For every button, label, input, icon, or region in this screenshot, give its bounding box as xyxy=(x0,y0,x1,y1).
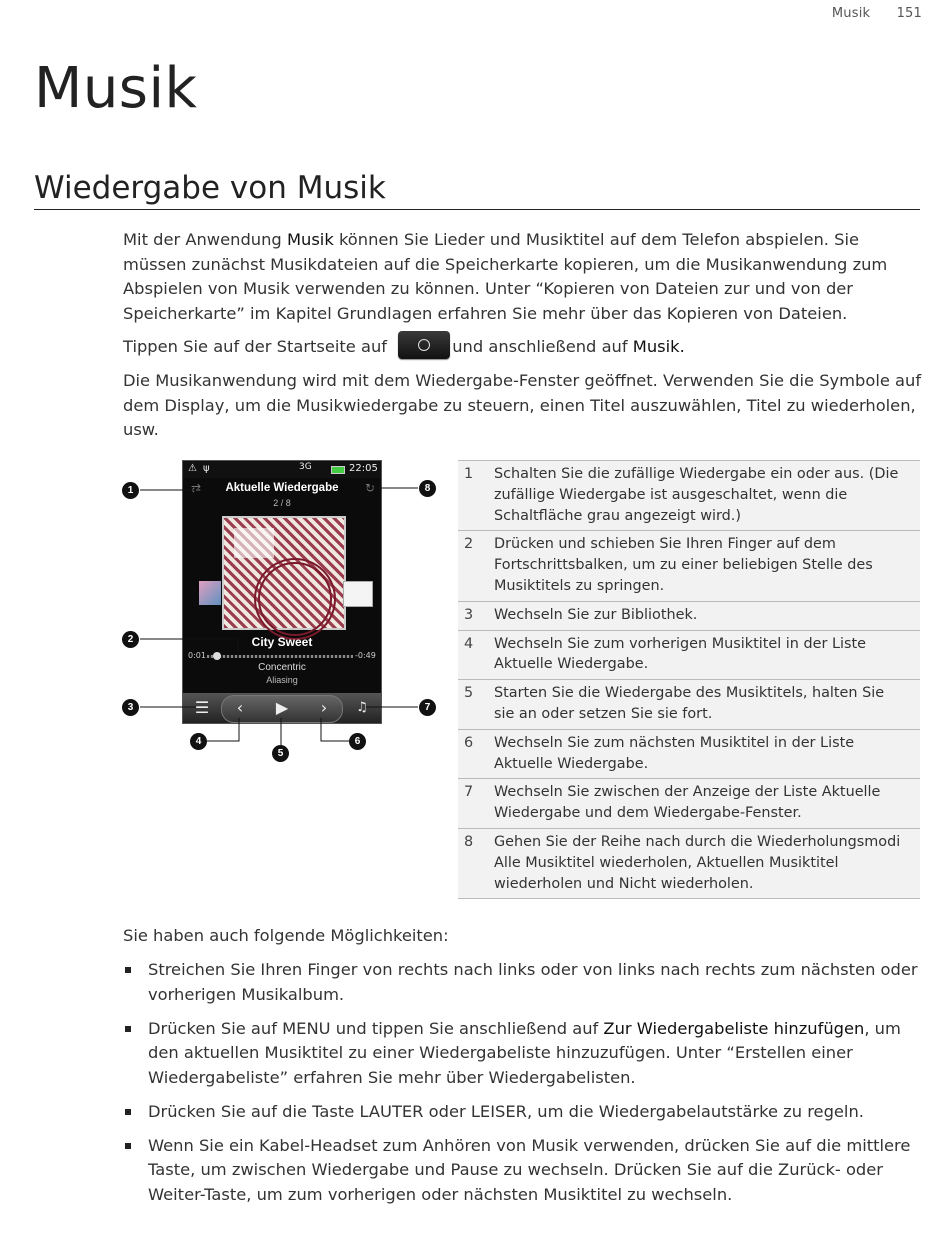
intro-text: Mit der Anwendung xyxy=(123,230,287,249)
table-row xyxy=(458,779,920,829)
section-title: Wiedergabe von Musik xyxy=(34,170,920,210)
table-row xyxy=(458,828,920,898)
app-name-music: Musik xyxy=(286,230,334,249)
intro-paragraph-1 xyxy=(123,228,923,326)
status-bar xyxy=(183,461,381,478)
page-number: 151 xyxy=(896,6,922,21)
usb-icon: ψ xyxy=(203,463,210,474)
paragraph-text: Die Musikanwendung wird mit dem Wiedergabe-Fenster geöffnet. Verwenden Sie die Symbole auf dem Display, um die Musikwiedergabe zu steuern, einen Titel auszuwählen, Titel zu wiederholen, usw. xyxy=(123,371,922,439)
now-playing-title: Aktuelle Wiedergabe xyxy=(225,482,339,494)
callout-5: 5 xyxy=(272,745,289,762)
shuffle-icon: ⇄ xyxy=(191,481,202,495)
callout-1: 1 xyxy=(122,482,139,499)
callout-7: 7 xyxy=(419,699,436,716)
list-item: Drücken Sie auf die Taste LAUTER oder LEISER, um die Wiedergabelautstärke zu regeln. xyxy=(123,1100,923,1125)
table-row xyxy=(458,630,920,680)
next-icon: › xyxy=(320,698,328,717)
library-icon: ☰ xyxy=(194,698,210,717)
table-row xyxy=(458,601,920,630)
legend-description: Gehen Sie der Reihe nach durch die Wiederholungsmodi Alle Musiktitel wiederholen, Aktuellen Musiktitel wiederholen und Nicht wiederholen. xyxy=(494,828,920,898)
legend-description: Starten Sie die Wiedergabe des Musiktitels, halten Sie sie an oder setzen Sie sie fort. xyxy=(494,680,920,730)
intro-paragraph-2 xyxy=(123,335,923,360)
legend-number: 4 xyxy=(458,630,494,680)
progress-bar xyxy=(207,655,353,658)
menu-option-name: Zur Wiedergabeliste hinzufügen xyxy=(603,1018,865,1038)
list-item-text: Drücken Sie auf MENU und tippen Sie anschließend auf xyxy=(148,1018,604,1038)
legend-number: 3 xyxy=(458,601,494,630)
music-player-screenshot xyxy=(182,460,382,724)
status-clock: 22:05 xyxy=(349,463,378,474)
remaining-time: -0:49 xyxy=(355,651,376,660)
callout-2: 2 xyxy=(122,631,139,648)
running-head-section: Musik xyxy=(831,6,871,21)
table-row xyxy=(458,729,920,779)
song-title: City Sweet xyxy=(251,635,313,649)
callout-8: 8 xyxy=(419,480,436,497)
legend-description: Wechseln Sie zum nächsten Musiktitel in der Liste Aktuelle Wiedergabe. xyxy=(494,729,920,779)
now-playing-toggle-icon: ♫ xyxy=(356,700,368,715)
artist-name: Concentric xyxy=(258,662,306,673)
table-row xyxy=(458,461,920,531)
callout-3: 3 xyxy=(122,699,139,716)
list-item-text: , um den aktuellen Musiktitel zu einer Wiedergabeliste hinzuzufügen. Unter “Erstellen einer Wiedergabeliste” erfahren Sie mehr über Wiedergabelisten. xyxy=(148,1018,901,1087)
running-head xyxy=(832,6,922,21)
table-row xyxy=(458,531,920,601)
control-legend-table xyxy=(458,460,920,899)
playback-controls xyxy=(183,693,381,723)
legend-number: 8 xyxy=(458,828,494,898)
callout-4: 4 xyxy=(190,733,207,750)
legend-number: 7 xyxy=(458,779,494,829)
progress-knob xyxy=(213,652,221,660)
legend-description: Wechseln Sie zwischen der Anzeige der Liste Aktuelle Wiedergabe und dem Wiedergabe-Fenster. xyxy=(494,779,920,829)
list-item: Wenn Sie ein Kabel-Headset zum Anhören von Musik verwenden, drücken Sie auf die mittlere Taste, um zwischen Wiedergabe und Pause zu wechseln. Drücken Sie auf die Zurück- oder Weiter-Taste, um zum vorherigen oder nächsten Musiktitel zu wechseln. xyxy=(123,1134,923,1208)
intro-text: können Sie Lieder und Musiktitel auf dem Telefon abspielen. Sie müssen zunächst Musikdateien auf die Speicherkarte kopieren, um die Musikanwendung zum Abspielen von Musik verwenden zu können. Unter “Kopieren von Dateien zur und von der Speicherkarte” im Kapitel Grundlagen erfahren Sie mehr über das Kopieren von Dateien. xyxy=(123,230,888,323)
repeat-icon: ↻ xyxy=(365,481,376,495)
intro-paragraph-3 xyxy=(123,369,923,443)
legend-description: Drücken und schieben Sie Ihren Finger auf dem Fortschrittsbalken, um zu einer beliebigen Stelle des Musiktitels zu springen. xyxy=(494,531,920,601)
network-indicator: 3G xyxy=(299,462,312,472)
callout-6: 6 xyxy=(349,733,366,750)
previous-album-thumbnail xyxy=(199,581,221,605)
play-icon: ▶ xyxy=(275,698,289,717)
battery-icon xyxy=(331,466,345,474)
list-item xyxy=(123,1017,923,1091)
album-name: Aliasing xyxy=(266,675,298,685)
legend-description: Wechseln Sie zur Bibliothek. xyxy=(494,601,920,630)
previous-icon: ‹ xyxy=(236,698,244,717)
all-apps-button-icon xyxy=(398,331,450,359)
instruction-text: Tippen Sie auf der Startseite auf xyxy=(123,337,393,356)
legend-description: Schalten Sie die zufällige Wiedergabe ein oder aus. (Die zufällige Wiedergabe ist ausgeschaltet, wenn die Schaltfläche grau angezeigt wird.) xyxy=(494,461,920,531)
legend-number: 5 xyxy=(458,680,494,730)
legend-description: Wechseln Sie zum vorherigen Musiktitel in der Liste Aktuelle Wiedergabe. xyxy=(494,630,920,680)
options-list xyxy=(123,958,923,1217)
table-row xyxy=(458,680,920,730)
track-counter: 2 / 8 xyxy=(273,498,291,508)
next-album-thumbnail xyxy=(343,581,373,607)
legend-number: 2 xyxy=(458,531,494,601)
options-heading: Sie haben auch folgende Möglichkeiten: xyxy=(123,926,449,945)
legend-number: 6 xyxy=(458,729,494,779)
legend-number: 1 xyxy=(458,461,494,531)
warning-icon: ⚠ xyxy=(188,463,197,474)
app-name-music: Musik. xyxy=(632,337,685,356)
chapter-title: Musik xyxy=(34,56,198,121)
list-item: Streichen Sie Ihren Finger von rechts nach links oder von links nach rechts zum nächsten oder vorherigen Musikalbum. xyxy=(123,958,923,1007)
elapsed-time: 0:01 xyxy=(188,651,206,660)
album-art xyxy=(222,516,346,630)
instruction-text: und anschließend auf xyxy=(452,337,633,356)
